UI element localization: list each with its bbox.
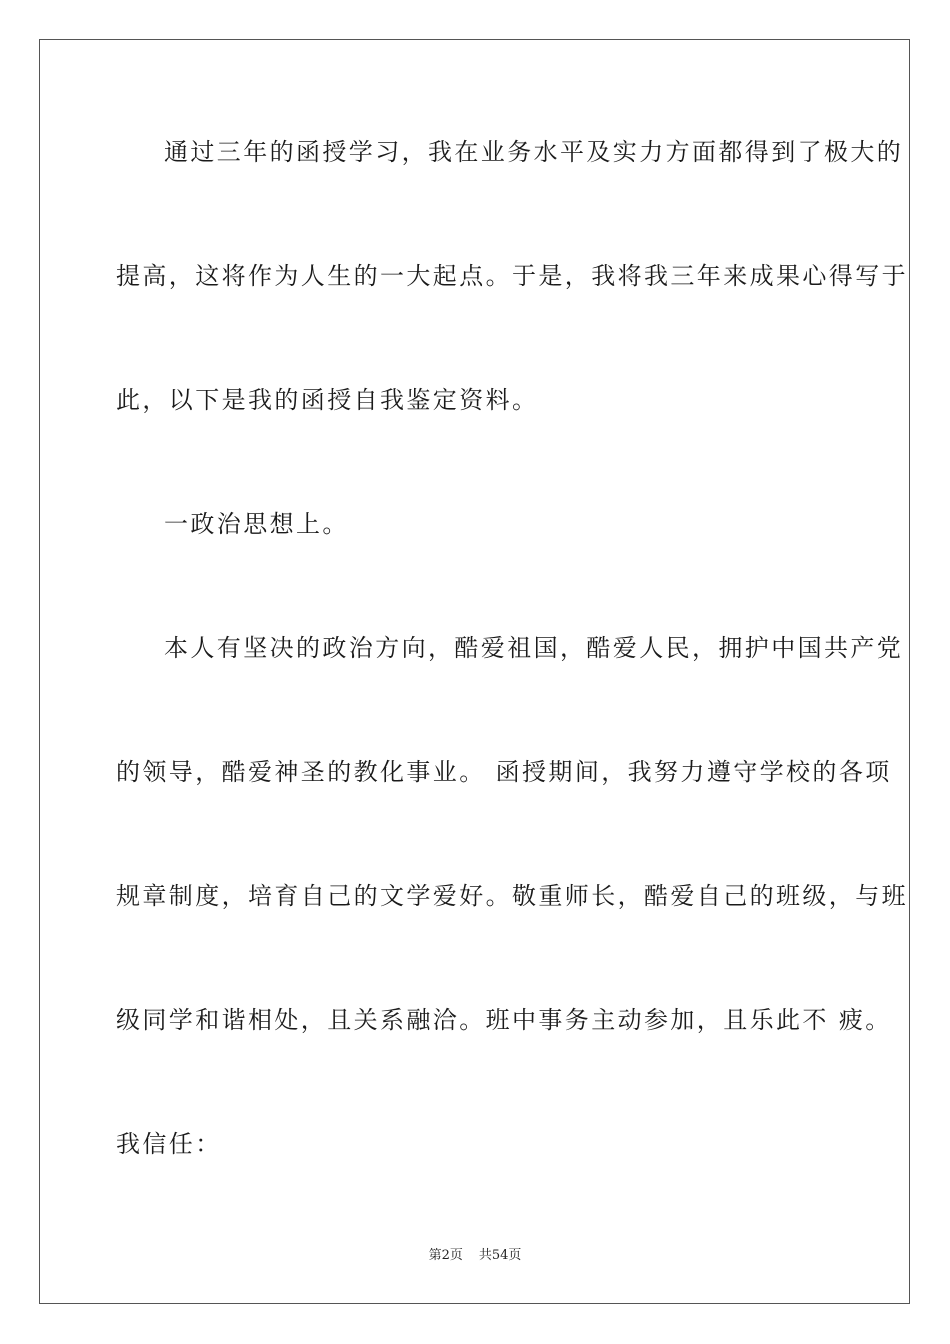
paragraph-line: 的领导，酷爱神圣的教化事业。 函授期间，我努力遵守学校的各项: [116, 758, 892, 786]
page-footer: [0, 1247, 950, 1265]
paragraph-line: 本人有坚决的政治方向，酷爱祖国，酷爱人民，拥护中国共产党: [164, 634, 904, 662]
paragraph-line: 提高，这将作为人生的一大起点。于是，我将我三年来成果心得写于: [116, 262, 908, 290]
page-border: [39, 39, 910, 1304]
paragraph-line: 通过三年的函授学习，我在业务水平及实力方面都得到了极大的: [164, 138, 904, 166]
paragraph-line: 级同学和谐相处，且关系融洽。班中事务主动参加，且乐此不 疲。: [116, 1006, 892, 1034]
paragraph-line: 我信任：: [116, 1130, 222, 1158]
paragraph-line: 此，以下是我的函授自我鉴定资料。: [116, 386, 539, 414]
page-number: 第2页: [428, 1248, 463, 1263]
paragraph-line: 规章制度，培育自己的文学爱好。敬重师长，酷爱自己的班级，与班: [116, 882, 908, 910]
section-heading: 一政治思想上。: [164, 510, 349, 538]
total-pages: 共54页: [478, 1248, 522, 1263]
